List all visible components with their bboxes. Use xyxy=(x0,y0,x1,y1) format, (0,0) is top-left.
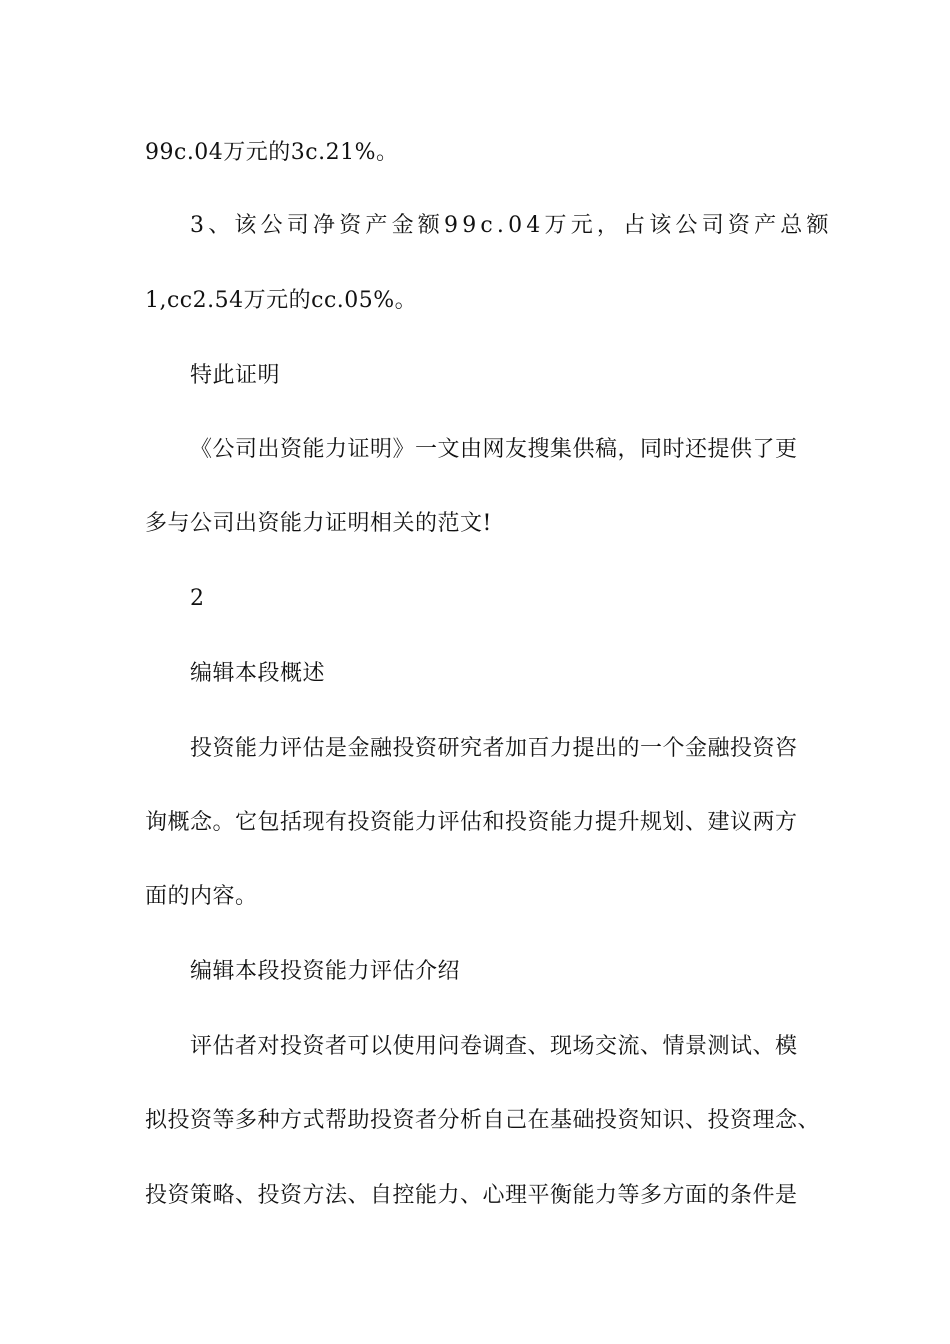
text-line: 《公司出资能力证明》一文由网友搜集供稿，同时还提供了更 xyxy=(190,437,798,462)
section-heading: 特此证明 xyxy=(190,363,281,388)
text-line: 评估者对投资者可以使用问卷调查、现场交流、情景测试、模 xyxy=(190,1034,798,1059)
text-line: 投资策略、投资方法、自控能力、心理平衡能力等多方面的条件是 xyxy=(145,1183,798,1208)
section-heading: 编辑本段投资能力评估介绍 xyxy=(190,959,461,984)
text-line: 拟投资等多种方式帮助投资者分析自己在基础投资知识、投资理念、 xyxy=(145,1108,821,1133)
text-line: 99c.04万元的3c.21%。 xyxy=(145,140,399,165)
page-number: 2 xyxy=(190,586,205,611)
section-heading: 编辑本段概述 xyxy=(190,661,326,686)
text-line: 1,cc2.54万元的cc.05%。 xyxy=(145,288,418,313)
text-line: 3、该公司净资产金额99c.04万元，占该公司资产总额 xyxy=(190,213,833,238)
text-line: 询概念。它包括现有投资能力评估和投资能力提升规划、建议两方 xyxy=(145,810,798,835)
text-line: 多与公司出资能力证明相关的范文! xyxy=(145,511,492,536)
text-line: 面的内容。 xyxy=(145,884,258,909)
text-line: 投资能力评估是金融投资研究者加百力提出的一个金融投资咨 xyxy=(190,736,798,761)
